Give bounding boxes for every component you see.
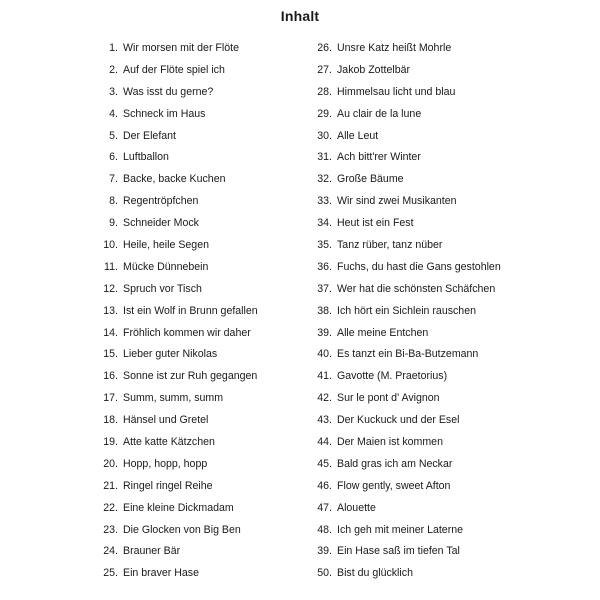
toc-entry bbox=[306, 213, 546, 235]
toc-entry bbox=[306, 257, 546, 279]
toc-entry-title: Wir sind zwei Musikanten bbox=[337, 195, 457, 208]
toc-entry-number: 46. bbox=[317, 479, 332, 492]
toc-entry bbox=[306, 147, 546, 169]
toc-entry bbox=[92, 498, 332, 520]
toc-entry bbox=[92, 213, 332, 235]
toc-entry bbox=[306, 82, 546, 104]
toc-entry-title: Alle Leut bbox=[337, 129, 379, 142]
toc-entry-title: Was isst du gerne? bbox=[123, 85, 214, 98]
toc-entry bbox=[306, 38, 546, 60]
toc-entry-title: Backe, backe Kuchen bbox=[123, 173, 226, 186]
toc-entry bbox=[306, 541, 546, 563]
toc-entry-number: 40. bbox=[317, 348, 332, 361]
toc-entry bbox=[306, 454, 546, 476]
toc-entry-title: Es tanzt ein Bi-Ba-Butzemann bbox=[337, 348, 479, 361]
toc-entry-number: 30. bbox=[317, 129, 332, 142]
toc-entry-title: Bald gras ich am Neckar bbox=[337, 457, 453, 470]
toc-entry-title: Schneck im Haus bbox=[123, 107, 206, 120]
toc-entry-number: 1. bbox=[109, 42, 118, 54]
toc-entry bbox=[92, 388, 332, 410]
toc-entry-title: Himmelsau licht und blau bbox=[337, 85, 456, 98]
toc-entry bbox=[92, 541, 332, 563]
toc-entry bbox=[306, 388, 546, 410]
toc-entry-title: Hopp, hopp, hopp bbox=[123, 457, 208, 470]
toc-entry-number: 33. bbox=[317, 195, 332, 208]
toc-entry-title: Spruch vor Tisch bbox=[123, 282, 202, 295]
toc-entry bbox=[306, 235, 546, 257]
toc-entry-number: 34. bbox=[317, 217, 332, 230]
toc-entry bbox=[92, 104, 332, 126]
toc-entry-number: 10. bbox=[103, 239, 118, 252]
toc-entry-title: Eine kleine Dickmadam bbox=[123, 501, 234, 514]
toc-entry-title: Summ, summ, summ bbox=[123, 392, 224, 405]
toc-entry bbox=[306, 520, 546, 542]
toc-entry-number: 17. bbox=[103, 392, 118, 405]
toc-entry bbox=[92, 520, 332, 542]
toc-entry-number: 48. bbox=[317, 523, 332, 536]
toc-entry-number: 4. bbox=[109, 107, 118, 120]
toc-entry-title: Lieber guter Nikolas bbox=[123, 348, 218, 361]
toc-entry-number: 8. bbox=[109, 195, 118, 208]
toc-entry-number: 24. bbox=[103, 545, 118, 558]
toc-column-left bbox=[92, 38, 332, 585]
toc-entry bbox=[306, 301, 546, 323]
toc-entry bbox=[306, 366, 546, 388]
toc-entry-number: 9. bbox=[109, 217, 118, 230]
toc-entry bbox=[306, 498, 546, 520]
toc-entry bbox=[92, 257, 332, 279]
toc-entry-number: 7. bbox=[109, 173, 118, 186]
toc-entry bbox=[92, 82, 332, 104]
toc-entry-number: 25. bbox=[103, 567, 118, 580]
toc-entry-number: 27. bbox=[317, 63, 332, 76]
toc-entry-title: Schneider Mock bbox=[123, 217, 199, 230]
toc-entry-number: 21. bbox=[103, 479, 118, 492]
toc-entry-title: Ach bitt'rer Winter bbox=[337, 151, 421, 164]
toc-entry bbox=[92, 279, 332, 301]
toc-entry-number: 47. bbox=[317, 501, 332, 514]
toc-entry bbox=[92, 60, 332, 82]
toc-entry bbox=[92, 432, 332, 454]
toc-entry bbox=[92, 476, 332, 498]
toc-entry-number: 29. bbox=[317, 107, 332, 120]
toc-entry-number: 14. bbox=[103, 326, 118, 339]
toc-entry-number: 18. bbox=[103, 414, 118, 427]
toc-entry-title: Regentröpfchen bbox=[123, 195, 199, 208]
toc-entry-title: Atte katte Kätzchen bbox=[123, 436, 215, 449]
toc-entry-number: 3. bbox=[109, 85, 118, 98]
toc-entry bbox=[306, 104, 546, 126]
toc-entry-title: Ein braver Hase bbox=[123, 567, 199, 580]
toc-entry-title: Wer hat die schönsten Schäfchen bbox=[337, 282, 496, 295]
toc-entry-number: 42. bbox=[317, 392, 332, 405]
toc-entry-title: Der Kuckuck und der Esel bbox=[337, 414, 460, 427]
toc-entry-title: Sonne ist zur Ruh gegangen bbox=[123, 370, 258, 383]
toc-entry-title: Au clair de la lune bbox=[337, 107, 422, 120]
toc-entry-number: 37. bbox=[317, 282, 332, 295]
toc-entry-number: 15. bbox=[103, 348, 118, 361]
toc-entry-title: Brauner Bär bbox=[123, 545, 181, 558]
toc-entry-title: Fuchs, du hast die Gans gestohlen bbox=[337, 260, 501, 273]
toc-entry-title: Große Bäume bbox=[337, 173, 404, 186]
toc-entry bbox=[306, 410, 546, 432]
toc-entry bbox=[306, 323, 546, 345]
toc-entry bbox=[306, 169, 546, 191]
toc-entry-title: Der Maien ist kommen bbox=[337, 436, 443, 449]
toc-entry-number: 11. bbox=[104, 260, 118, 273]
toc-entry-title: Luftballon bbox=[123, 151, 169, 164]
toc-entry-title: Mücke Dünnebein bbox=[123, 260, 209, 273]
toc-entry-title: Gavotte (M. Praetorius) bbox=[337, 370, 448, 383]
toc-entry-title: Sur le pont d' Avignon bbox=[337, 392, 440, 405]
toc-entry-title: Hänsel und Gretel bbox=[123, 414, 209, 427]
toc-entry-number: 38. bbox=[317, 304, 332, 317]
toc-entry-title: Wir morsen mit der Flöte bbox=[123, 42, 239, 54]
toc-entry bbox=[92, 38, 332, 60]
toc-entry-number: 41. bbox=[317, 370, 332, 383]
toc-entry bbox=[306, 60, 546, 82]
toc-entry-title: Der Elefant bbox=[123, 129, 176, 142]
toc-entry-number: 22. bbox=[103, 501, 118, 514]
toc-entry bbox=[92, 191, 332, 213]
toc-entry bbox=[92, 454, 332, 476]
toc-entry-title: Ich hört ein Sichlein rauschen bbox=[337, 304, 476, 317]
toc-entry-title: Tanz rüber, tanz nüber bbox=[337, 239, 443, 252]
toc-entry-number: 20. bbox=[103, 457, 118, 470]
toc-entry-number: 31. bbox=[317, 151, 332, 164]
toc-entry-title: Ringel ringel Reihe bbox=[123, 479, 213, 492]
toc-entry-title: Jakob Zottelbär bbox=[337, 63, 411, 76]
toc-entry bbox=[92, 147, 332, 169]
toc-entry bbox=[92, 169, 332, 191]
toc-entry-title: Ein Hase saß im tiefen Tal bbox=[337, 545, 460, 558]
toc-entry-title: Flow gently, sweet Afton bbox=[337, 479, 451, 492]
toc-entry-title: Heile, heile Segen bbox=[123, 239, 209, 252]
toc-entry bbox=[92, 366, 332, 388]
toc-entry-number: 5. bbox=[109, 129, 118, 142]
toc-entry-title: Heut ist ein Fest bbox=[337, 217, 414, 230]
toc-entry bbox=[306, 563, 546, 585]
toc-entry-number: 16. bbox=[103, 370, 118, 383]
toc-entry-title: Unsre Katz heißt Mohrle bbox=[337, 42, 452, 54]
toc-entry-title: Fröhlich kommen wir daher bbox=[123, 326, 251, 339]
toc-entry-number: 26. bbox=[317, 42, 332, 54]
toc-entry-number: 36. bbox=[317, 260, 332, 273]
toc-entry bbox=[306, 432, 546, 454]
toc-entry-number: 6. bbox=[109, 151, 118, 164]
toc-entry-number: 44. bbox=[317, 436, 332, 449]
toc-entry-number: 45. bbox=[317, 457, 332, 470]
toc-entry bbox=[92, 126, 332, 148]
toc-entry bbox=[92, 323, 332, 345]
toc-entry-number: 2. bbox=[109, 63, 118, 76]
toc-entry bbox=[92, 410, 332, 432]
toc-entry-number: 13. bbox=[103, 304, 118, 317]
toc-entry bbox=[306, 191, 546, 213]
toc-entry bbox=[92, 563, 332, 585]
toc-entry-title: Ist ein Wolf in Brunn gefallen bbox=[123, 304, 258, 317]
toc-entry-number: 39. bbox=[317, 326, 332, 339]
toc-entry bbox=[306, 126, 546, 148]
toc-entry bbox=[92, 301, 332, 323]
toc-entry bbox=[306, 344, 546, 366]
toc-entry-title: Ich geh mit meiner Laterne bbox=[337, 523, 464, 536]
toc-entry-number: 23. bbox=[103, 523, 118, 536]
toc-entry-number: 12. bbox=[103, 282, 118, 295]
toc-entry bbox=[306, 476, 546, 498]
toc-entry-number: 50. bbox=[317, 567, 332, 580]
toc-entry-number: 32. bbox=[317, 173, 332, 186]
toc-column-right bbox=[306, 38, 546, 585]
toc-entry-title: Bist du glücklich bbox=[337, 567, 413, 580]
toc-entry bbox=[306, 279, 546, 301]
toc-entry-number: 35. bbox=[317, 239, 332, 252]
toc-entry-number: 19. bbox=[103, 436, 118, 449]
toc-entry-number: 39. bbox=[317, 545, 332, 558]
toc-entry-number: 43. bbox=[317, 414, 332, 427]
toc-entry-title: Alouette bbox=[337, 501, 376, 514]
toc-entry-title: Auf der Flöte spiel ich bbox=[123, 63, 225, 76]
toc-entry-number: 28. bbox=[317, 85, 332, 98]
toc-entry-title: Alle meine Entchen bbox=[337, 326, 429, 339]
toc-entry bbox=[92, 235, 332, 257]
toc-entry bbox=[92, 344, 332, 366]
page-title: Inhalt bbox=[280, 8, 320, 24]
toc-entry-title: Die Glocken von Big Ben bbox=[123, 523, 241, 536]
